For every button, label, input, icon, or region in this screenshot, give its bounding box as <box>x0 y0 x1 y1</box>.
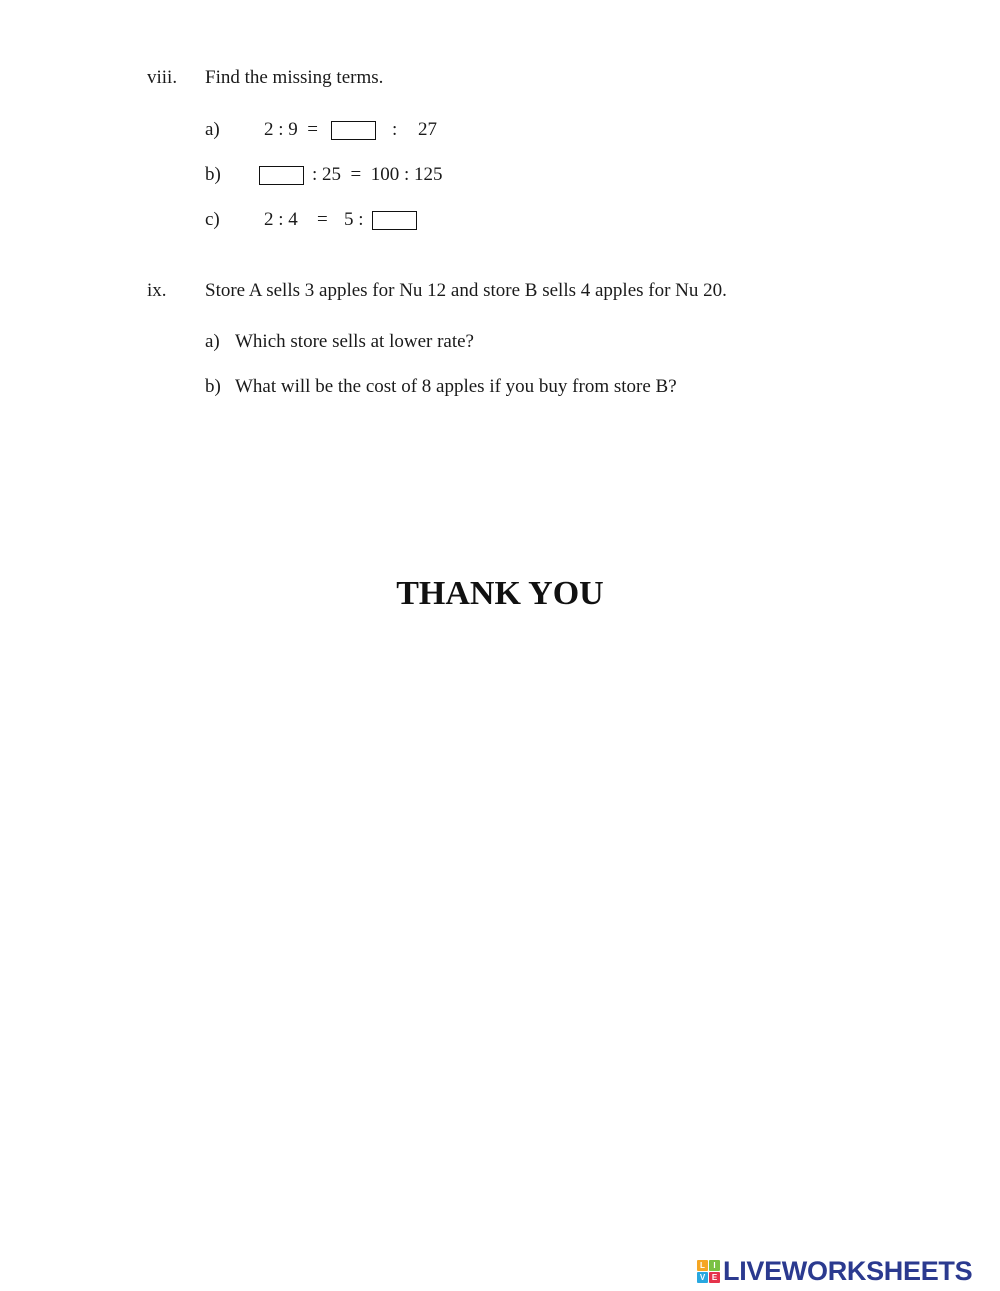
ix-part-b-label: b) <box>205 376 221 397</box>
question-ix-number: ix. <box>147 280 167 301</box>
part-b-answer-box[interactable] <box>259 166 304 185</box>
liveworksheets-logo[interactable] <box>697 1256 972 1286</box>
part-b-ratio-right: : 25 = 100 : 125 <box>312 164 443 185</box>
ix-part-a-question: Which store sells at lower rate? <box>235 331 474 352</box>
logo-wordmark: LIVEWORKSHEETS <box>723 1256 973 1286</box>
logo-square: L <box>697 1260 708 1271</box>
part-a-label: a) <box>205 119 220 140</box>
part-a-answer-box[interactable] <box>331 121 376 140</box>
question-ix-prompt: Store A sells 3 apples for Nu 12 and store B sells 4 apples for Nu 20. <box>205 280 727 301</box>
logo-square: V <box>697 1272 708 1283</box>
logo-squares-icon <box>697 1260 720 1283</box>
logo-square: E <box>709 1272 720 1283</box>
part-c-answer-box[interactable] <box>372 211 417 230</box>
part-c-ratio-right: 5 : <box>344 209 364 230</box>
ix-part-a-label: a) <box>205 331 220 352</box>
part-c-ratio-left: 2 : 4 <box>264 209 298 230</box>
part-a-ratio-right: 27 <box>418 119 437 140</box>
ix-part-b-question: What will be the cost of 8 apples if you buy from store B? <box>235 376 677 397</box>
thank-you-heading: THANK YOU <box>396 575 604 612</box>
part-a-colon: : <box>392 119 398 140</box>
part-c-equals: = <box>317 209 328 230</box>
part-c-label: c) <box>205 209 220 230</box>
logo-square: I <box>709 1260 720 1271</box>
question-viii-prompt: Find the missing terms. <box>205 67 384 88</box>
part-b-label: b) <box>205 164 221 185</box>
question-viii-number: viii. <box>147 67 178 88</box>
part-a-ratio-left: 2 : 9 = <box>264 119 318 140</box>
